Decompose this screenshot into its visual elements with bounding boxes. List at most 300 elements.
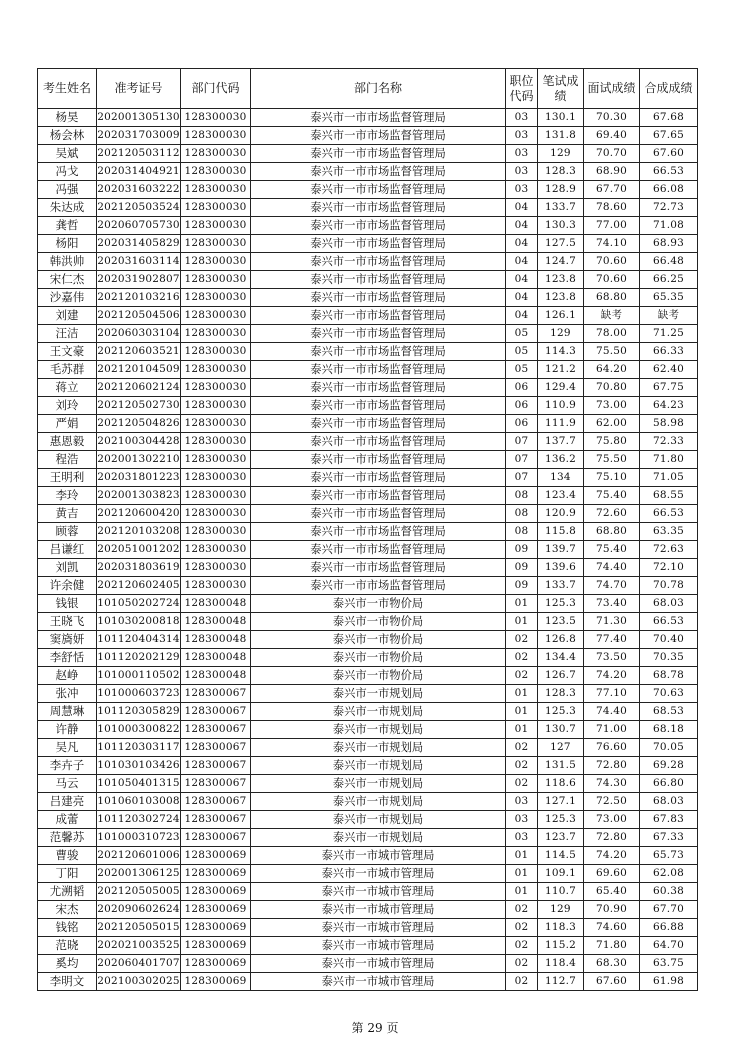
cell-name: 吴凡 [38, 739, 97, 757]
cell-position-code: 07 [506, 469, 538, 487]
table-row [38, 325, 698, 343]
cell-written-score: 125.3 [538, 703, 584, 721]
cell-total-score: 66.80 [640, 775, 698, 793]
cell-written-score: 134 [538, 469, 584, 487]
cell-dept-code: 128300030 [181, 235, 251, 253]
cell-written-score: 118.3 [538, 919, 584, 937]
cell-name: 李卉子 [38, 757, 97, 775]
header-total-score: 合成成绩 [640, 69, 698, 109]
cell-dept-name: 泰兴市一市物价局 [251, 631, 506, 649]
cell-dept-name: 泰兴市一市市场监督管理局 [251, 289, 506, 307]
cell-total-score: 68.03 [640, 793, 698, 811]
cell-total-score: 71.05 [640, 469, 698, 487]
table-row [38, 307, 698, 325]
table-row [38, 271, 698, 289]
cell-interview-score: 70.30 [584, 109, 640, 127]
table-row [38, 217, 698, 235]
cell-dept-code: 128300069 [181, 919, 251, 937]
table-row [38, 541, 698, 559]
cell-dept-code: 128300030 [181, 199, 251, 217]
cell-written-score: 123.4 [538, 487, 584, 505]
cell-exam-id: 101000603723 [97, 685, 181, 703]
table-row [38, 811, 698, 829]
table-row [38, 523, 698, 541]
cell-dept-name: 泰兴市一市市场监督管理局 [251, 451, 506, 469]
cell-dept-name: 泰兴市一市城市管理局 [251, 901, 506, 919]
cell-dept-name: 泰兴市一市物价局 [251, 649, 506, 667]
cell-total-score: 67.75 [640, 379, 698, 397]
cell-name: 周慧琳 [38, 703, 97, 721]
cell-interview-score: 75.50 [584, 451, 640, 469]
cell-exam-id: 202051001202 [97, 541, 181, 559]
cell-interview-score: 77.40 [584, 631, 640, 649]
cell-dept-name: 泰兴市一市市场监督管理局 [251, 559, 506, 577]
cell-total-score: 70.35 [640, 649, 698, 667]
cell-position-code: 01 [506, 883, 538, 901]
cell-written-score: 128.3 [538, 163, 584, 181]
cell-dept-name: 泰兴市一市城市管理局 [251, 847, 506, 865]
cell-dept-code: 128300067 [181, 793, 251, 811]
cell-position-code: 02 [506, 973, 538, 991]
cell-written-score: 126.8 [538, 631, 584, 649]
cell-interview-score: 69.40 [584, 127, 640, 145]
cell-position-code: 04 [506, 199, 538, 217]
cell-dept-name: 泰兴市一市市场监督管理局 [251, 397, 506, 415]
cell-position-code: 01 [506, 865, 538, 883]
cell-interview-score: 69.60 [584, 865, 640, 883]
cell-written-score: 129.4 [538, 379, 584, 397]
cell-total-score: 66.53 [640, 505, 698, 523]
cell-dept-name: 泰兴市一市城市管理局 [251, 955, 506, 973]
cell-total-score: 67.33 [640, 829, 698, 847]
cell-written-score: 127 [538, 739, 584, 757]
cell-total-score: 67.83 [640, 811, 698, 829]
cell-written-score: 137.7 [538, 433, 584, 451]
cell-dept-name: 泰兴市一市市场监督管理局 [251, 199, 506, 217]
cell-exam-id: 202031801223 [97, 469, 181, 487]
cell-exam-id: 101120303117 [97, 739, 181, 757]
cell-dept-code: 128300030 [181, 145, 251, 163]
cell-dept-name: 泰兴市一市市场监督管理局 [251, 343, 506, 361]
cell-name: 吴斌 [38, 145, 97, 163]
cell-interview-score: 65.40 [584, 883, 640, 901]
cell-written-score: 121.2 [538, 361, 584, 379]
cell-written-score: 124.7 [538, 253, 584, 271]
cell-total-score: 58.98 [640, 415, 698, 433]
cell-total-score: 72.33 [640, 433, 698, 451]
cell-exam-id: 202031603222 [97, 181, 181, 199]
cell-exam-id: 202100302025 [97, 973, 181, 991]
cell-interview-score: 78.60 [584, 199, 640, 217]
table-row [38, 685, 698, 703]
cell-total-score: 66.33 [640, 343, 698, 361]
cell-dept-code: 128300030 [181, 379, 251, 397]
cell-interview-score: 74.30 [584, 775, 640, 793]
cell-dept-code: 128300069 [181, 937, 251, 955]
cell-position-code: 03 [506, 811, 538, 829]
cell-interview-score: 70.60 [584, 271, 640, 289]
cell-dept-code: 128300048 [181, 649, 251, 667]
cell-name: 杨昊 [38, 109, 97, 127]
cell-interview-score: 73.00 [584, 811, 640, 829]
cell-dept-code: 128300069 [181, 901, 251, 919]
cell-name: 冯强 [38, 181, 97, 199]
cell-position-code: 04 [506, 253, 538, 271]
cell-written-score: 129 [538, 325, 584, 343]
cell-written-score: 114.5 [538, 847, 584, 865]
table-row [38, 721, 698, 739]
cell-dept-code: 128300030 [181, 325, 251, 343]
cell-interview-score: 74.70 [584, 577, 640, 595]
cell-total-score: 66.08 [640, 181, 698, 199]
cell-exam-id: 202001303823 [97, 487, 181, 505]
cell-total-score: 66.25 [640, 271, 698, 289]
cell-total-score: 64.23 [640, 397, 698, 415]
cell-exam-id: 202031404921 [97, 163, 181, 181]
cell-dept-name: 泰兴市一市规划局 [251, 703, 506, 721]
cell-dept-code: 128300067 [181, 721, 251, 739]
cell-name: 许余健 [38, 577, 97, 595]
cell-written-score: 128.3 [538, 685, 584, 703]
cell-name: 窦旖妍 [38, 631, 97, 649]
cell-dept-name: 泰兴市一市规划局 [251, 811, 506, 829]
cell-written-score: 118.6 [538, 775, 584, 793]
cell-dept-name: 泰兴市一市市场监督管理局 [251, 235, 506, 253]
cell-total-score: 67.60 [640, 145, 698, 163]
cell-written-score: 129 [538, 145, 584, 163]
table-row [38, 613, 698, 631]
cell-dept-name: 泰兴市一市市场监督管理局 [251, 145, 506, 163]
cell-written-score: 112.7 [538, 973, 584, 991]
cell-interview-score: 74.60 [584, 919, 640, 937]
cell-dept-name: 泰兴市一市市场监督管理局 [251, 361, 506, 379]
cell-total-score: 66.48 [640, 253, 698, 271]
table-row [38, 361, 698, 379]
cell-name: 李舒恬 [38, 649, 97, 667]
cell-position-code: 02 [506, 955, 538, 973]
cell-written-score: 118.4 [538, 955, 584, 973]
cell-dept-name: 泰兴市一市市场监督管理局 [251, 109, 506, 127]
cell-interview-score: 75.80 [584, 433, 640, 451]
cell-position-code: 02 [506, 775, 538, 793]
cell-position-code: 02 [506, 901, 538, 919]
cell-dept-name: 泰兴市一市市场监督管理局 [251, 307, 506, 325]
cell-dept-name: 泰兴市一市市场监督管理局 [251, 469, 506, 487]
cell-dept-name: 泰兴市一市市场监督管理局 [251, 271, 506, 289]
cell-name: 杨阳 [38, 235, 97, 253]
cell-dept-name: 泰兴市一市规划局 [251, 793, 506, 811]
table-row [38, 505, 698, 523]
table-row [38, 559, 698, 577]
cell-dept-code: 128300067 [181, 739, 251, 757]
cell-name: 龚哲 [38, 217, 97, 235]
cell-total-score: 缺考 [640, 307, 698, 325]
cell-name: 蒋立 [38, 379, 97, 397]
cell-interview-score: 72.80 [584, 829, 640, 847]
cell-interview-score: 74.10 [584, 235, 640, 253]
cell-written-score: 123.5 [538, 613, 584, 631]
cell-dept-code: 128300030 [181, 271, 251, 289]
cell-position-code: 09 [506, 577, 538, 595]
cell-exam-id: 101050202724 [97, 595, 181, 613]
cell-position-code: 03 [506, 127, 538, 145]
cell-position-code: 02 [506, 919, 538, 937]
page-number: 第 29 页 [351, 1021, 399, 1035]
cell-written-score: 130.7 [538, 721, 584, 739]
cell-dept-code: 128300030 [181, 505, 251, 523]
cell-position-code: 05 [506, 343, 538, 361]
cell-interview-score: 77.00 [584, 217, 640, 235]
table-row [38, 109, 698, 127]
cell-written-score: 139.7 [538, 541, 584, 559]
cell-total-score: 71.80 [640, 451, 698, 469]
cell-interview-score: 74.20 [584, 667, 640, 685]
table-row [38, 577, 698, 595]
cell-dept-name: 泰兴市一市城市管理局 [251, 883, 506, 901]
cell-exam-id: 202100304428 [97, 433, 181, 451]
table-row [38, 955, 698, 973]
cell-exam-id: 202001306125 [97, 865, 181, 883]
cell-written-score: 115.8 [538, 523, 584, 541]
cell-interview-score: 74.20 [584, 847, 640, 865]
cell-exam-id: 202021003525 [97, 937, 181, 955]
cell-position-code: 03 [506, 109, 538, 127]
cell-dept-code: 128300030 [181, 289, 251, 307]
cell-dept-name: 泰兴市一市市场监督管理局 [251, 253, 506, 271]
cell-position-code: 02 [506, 757, 538, 775]
table-row [38, 469, 698, 487]
cell-dept-name: 泰兴市一市规划局 [251, 721, 506, 739]
table-row [38, 289, 698, 307]
cell-total-score: 68.55 [640, 487, 698, 505]
table-row [38, 451, 698, 469]
table-row [38, 919, 698, 937]
cell-total-score: 71.08 [640, 217, 698, 235]
cell-interview-score: 74.40 [584, 559, 640, 577]
cell-total-score: 60.38 [640, 883, 698, 901]
table-row [38, 649, 698, 667]
cell-written-score: 115.2 [538, 937, 584, 955]
cell-dept-code: 128300067 [181, 685, 251, 703]
table-row [38, 667, 698, 685]
cell-name: 宋仁杰 [38, 271, 97, 289]
cell-dept-name: 泰兴市一市规划局 [251, 757, 506, 775]
table-row [38, 487, 698, 505]
cell-name: 刘玲 [38, 397, 97, 415]
cell-position-code: 04 [506, 235, 538, 253]
cell-exam-id: 202060401707 [97, 955, 181, 973]
cell-position-code: 05 [506, 325, 538, 343]
cell-total-score: 64.70 [640, 937, 698, 955]
cell-position-code: 08 [506, 505, 538, 523]
cell-interview-score: 74.40 [584, 703, 640, 721]
cell-exam-id: 202120504506 [97, 307, 181, 325]
cell-name: 王晓飞 [38, 613, 97, 631]
cell-position-code: 01 [506, 595, 538, 613]
cell-dept-code: 128300030 [181, 415, 251, 433]
cell-total-score: 67.68 [640, 109, 698, 127]
cell-written-score: 131.8 [538, 127, 584, 145]
cell-written-score: 129 [538, 901, 584, 919]
cell-exam-id: 202031902807 [97, 271, 181, 289]
cell-dept-code: 128300030 [181, 343, 251, 361]
table-row [38, 757, 698, 775]
header-interview-score: 面试成绩 [584, 69, 640, 109]
table-row [38, 199, 698, 217]
cell-written-score: 111.9 [538, 415, 584, 433]
cell-name: 曹骏 [38, 847, 97, 865]
cell-total-score: 67.70 [640, 901, 698, 919]
cell-exam-id: 202120503112 [97, 145, 181, 163]
cell-dept-name: 泰兴市一市物价局 [251, 595, 506, 613]
cell-exam-id: 101000310723 [97, 829, 181, 847]
cell-name: 刘凯 [38, 559, 97, 577]
cell-exam-id: 202120103216 [97, 289, 181, 307]
header-dept-name: 部门名称 [251, 69, 506, 109]
cell-total-score: 65.73 [640, 847, 698, 865]
table-row [38, 127, 698, 145]
cell-position-code: 06 [506, 379, 538, 397]
cell-name: 成蕾 [38, 811, 97, 829]
cell-exam-id: 101030103426 [97, 757, 181, 775]
cell-interview-score: 75.50 [584, 343, 640, 361]
cell-exam-id: 202001302210 [97, 451, 181, 469]
cell-interview-score: 68.80 [584, 289, 640, 307]
cell-interview-score: 67.70 [584, 181, 640, 199]
cell-interview-score: 71.80 [584, 937, 640, 955]
cell-name: 张冲 [38, 685, 97, 703]
cell-total-score: 71.25 [640, 325, 698, 343]
cell-name: 韩洪帅 [38, 253, 97, 271]
cell-total-score: 62.08 [640, 865, 698, 883]
cell-exam-id: 202060705730 [97, 217, 181, 235]
table-row [38, 253, 698, 271]
cell-total-score: 67.65 [640, 127, 698, 145]
cell-name: 王明利 [38, 469, 97, 487]
cell-position-code: 03 [506, 793, 538, 811]
cell-dept-code: 128300030 [181, 217, 251, 235]
cell-total-score: 63.35 [640, 523, 698, 541]
cell-dept-name: 泰兴市一市市场监督管理局 [251, 523, 506, 541]
cell-exam-id: 101120305829 [97, 703, 181, 721]
cell-dept-name: 泰兴市一市市场监督管理局 [251, 577, 506, 595]
cell-dept-name: 泰兴市一市城市管理局 [251, 973, 506, 991]
cell-exam-id: 202090602624 [97, 901, 181, 919]
cell-dept-code: 128300030 [181, 577, 251, 595]
cell-dept-code: 128300030 [181, 559, 251, 577]
cell-interview-score: 缺考 [584, 307, 640, 325]
cell-name: 吕建亮 [38, 793, 97, 811]
table-row [38, 865, 698, 883]
cell-exam-id: 202120104509 [97, 361, 181, 379]
cell-exam-id: 202120603521 [97, 343, 181, 361]
table-row [38, 433, 698, 451]
cell-name: 严娟 [38, 415, 97, 433]
cell-dept-code: 128300030 [181, 361, 251, 379]
cell-written-score: 110.7 [538, 883, 584, 901]
cell-position-code: 07 [506, 451, 538, 469]
cell-dept-name: 泰兴市一市市场监督管理局 [251, 325, 506, 343]
cell-dept-name: 泰兴市一市规划局 [251, 775, 506, 793]
cell-dept-code: 128300030 [181, 451, 251, 469]
cell-interview-score: 75.40 [584, 487, 640, 505]
cell-written-score: 127.1 [538, 793, 584, 811]
cell-written-score: 130.1 [538, 109, 584, 127]
cell-dept-name: 泰兴市一市市场监督管理局 [251, 163, 506, 181]
cell-written-score: 128.9 [538, 181, 584, 199]
cell-exam-id: 202120602124 [97, 379, 181, 397]
cell-position-code: 05 [506, 361, 538, 379]
header-written-score: 笔试成绩 [538, 69, 584, 109]
cell-name: 奚均 [38, 955, 97, 973]
cell-exam-id: 202031703009 [97, 127, 181, 145]
cell-interview-score: 70.90 [584, 901, 640, 919]
cell-dept-code: 128300069 [181, 847, 251, 865]
table-row [38, 379, 698, 397]
cell-exam-id: 101030200818 [97, 613, 181, 631]
cell-dept-name: 泰兴市一市市场监督管理局 [251, 415, 506, 433]
cell-written-score: 123.7 [538, 829, 584, 847]
cell-position-code: 03 [506, 163, 538, 181]
cell-exam-id: 101050401315 [97, 775, 181, 793]
cell-name: 杨会林 [38, 127, 97, 145]
cell-name: 吕谦红 [38, 541, 97, 559]
table-row [38, 631, 698, 649]
cell-dept-code: 128300069 [181, 883, 251, 901]
cell-total-score: 68.53 [640, 703, 698, 721]
cell-name: 李明文 [38, 973, 97, 991]
cell-interview-score: 75.40 [584, 541, 640, 559]
cell-dept-name: 泰兴市一市市场监督管理局 [251, 487, 506, 505]
cell-interview-score: 76.60 [584, 739, 640, 757]
cell-name: 李玲 [38, 487, 97, 505]
cell-total-score: 66.53 [640, 163, 698, 181]
cell-interview-score: 68.80 [584, 523, 640, 541]
cell-dept-code: 128300048 [181, 631, 251, 649]
cell-dept-name: 泰兴市一市市场监督管理局 [251, 505, 506, 523]
cell-written-score: 127.5 [538, 235, 584, 253]
cell-dept-name: 泰兴市一市市场监督管理局 [251, 433, 506, 451]
cell-position-code: 02 [506, 667, 538, 685]
cell-total-score: 72.10 [640, 559, 698, 577]
cell-name: 顾蓉 [38, 523, 97, 541]
cell-total-score: 63.75 [640, 955, 698, 973]
cell-written-score: 130.3 [538, 217, 584, 235]
cell-name: 赵峥 [38, 667, 97, 685]
cell-written-score: 133.7 [538, 577, 584, 595]
cell-position-code: 04 [506, 307, 538, 325]
cell-interview-score: 75.10 [584, 469, 640, 487]
cell-position-code: 04 [506, 271, 538, 289]
cell-exam-id: 202120503524 [97, 199, 181, 217]
cell-dept-code: 128300048 [181, 667, 251, 685]
cell-interview-score: 72.50 [584, 793, 640, 811]
cell-exam-id: 101000110502 [97, 667, 181, 685]
cell-dept-code: 128300030 [181, 397, 251, 415]
cell-dept-code: 128300067 [181, 811, 251, 829]
score-table [37, 68, 698, 991]
cell-dept-name: 泰兴市一市城市管理局 [251, 919, 506, 937]
cell-dept-name: 泰兴市一市市场监督管理局 [251, 379, 506, 397]
cell-total-score: 61.98 [640, 973, 698, 991]
cell-name: 毛苏群 [38, 361, 97, 379]
cell-dept-code: 128300069 [181, 865, 251, 883]
cell-total-score: 66.53 [640, 613, 698, 631]
cell-written-score: 114.3 [538, 343, 584, 361]
cell-position-code: 09 [506, 559, 538, 577]
cell-dept-name: 泰兴市一市规划局 [251, 685, 506, 703]
cell-dept-code: 128300030 [181, 523, 251, 541]
